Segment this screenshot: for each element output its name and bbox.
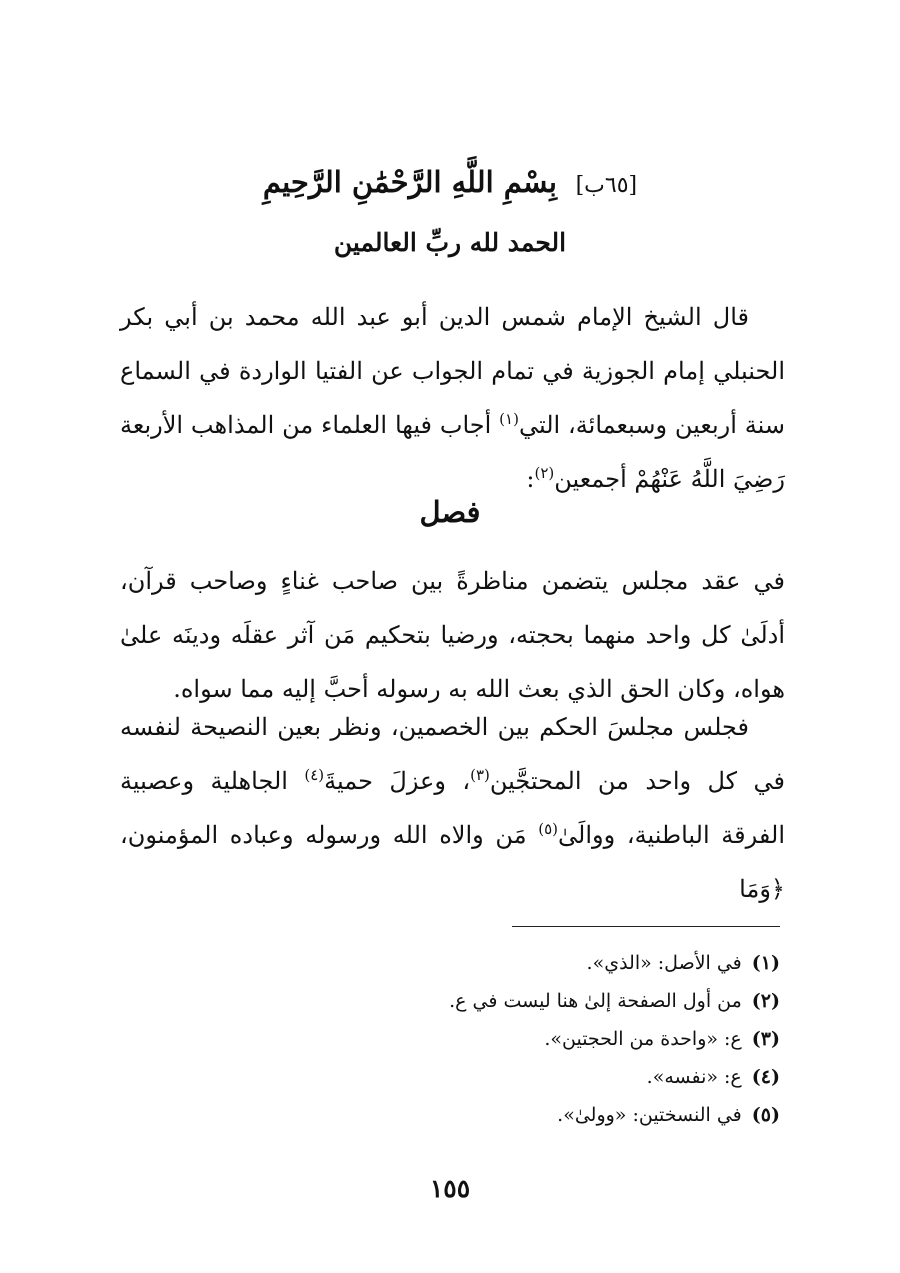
footnote-ref-3[interactable]: (٣) — [470, 766, 490, 784]
intro-paragraph — [120, 290, 785, 506]
footnote-item — [300, 1058, 780, 1096]
judge-text-1: فجلس مجلسَ الحكم بين الخصمين، ونظر بعين النصيحة لنفسه في كل واحد من المحتجَّين — [120, 713, 785, 795]
footnote-divider — [512, 926, 780, 927]
page-number: ١٥٥ — [429, 1174, 471, 1203]
folio-marker: [٦٥ب] — [575, 173, 638, 198]
basmala-text: بِسْمِ اللَّهِ الرَّحْمَٰنِ الرَّحِيمِ — [262, 165, 557, 199]
judge-text-3: الجاهلية وعصبية الفرقة الباطنية، ووالَىٰ — [120, 767, 785, 849]
footnote-ref-5[interactable]: (٥) — [538, 820, 559, 838]
footnote-text: ع: «نفسه». — [646, 1066, 742, 1088]
footnote-number: (٥) — [751, 1104, 780, 1126]
basmala-header — [200, 165, 700, 199]
intro-text-1: قال الشيخ الإمام شمس الدين أبو عبد الله محمد بن أبي بكر الحنبلي إمام الجوزية في تمام الجواب عن الفتيا الواردة في السماع سنة أربعين وسبعمائة، التي — [120, 303, 786, 439]
judge-paragraph — [120, 700, 785, 916]
footnote-ref-4[interactable]: (٤) — [304, 766, 325, 784]
footnote-item — [300, 944, 780, 982]
footnote-text: في الأصل: «الذي». — [586, 952, 742, 974]
judge-text-4: مَن والاه الله ورسوله وعباده المؤمنون، ﴿وَمَا — [120, 821, 785, 903]
fasl-paragraph: في عقد مجلس يتضمن مناظرةً بين صاحب غناءٍ وصاحب قرآن، أدلَىٰ كل واحد منهما بحجته، ورضيا بتحكيم مَن آثر عقلَه ودينَه علىٰ هواه، وكان الحق الذي بعث الله به رسوله أحبَّ إليه مما سواه. — [120, 567, 785, 703]
hamd-line: الحمد لله ربِّ العالمين — [333, 228, 567, 257]
judge-text-2: ، وعزلَ حميةَ — [324, 767, 471, 795]
footnote-number: (٤) — [751, 1066, 780, 1088]
footnote-item — [300, 1096, 780, 1134]
footnote-text: في النسختين: «وولىٰ». — [557, 1104, 742, 1126]
section-heading: فصل — [419, 495, 481, 529]
footnote-number: (٢) — [751, 990, 780, 1012]
footnotes-list — [300, 944, 780, 1134]
footnote-item — [300, 1020, 780, 1058]
footnote-ref-1[interactable]: (١) — [499, 410, 519, 428]
footnote-text: ع: «واحدة من الحجتين». — [544, 1028, 742, 1050]
intro-text-3: : — [526, 465, 535, 493]
intro-text-2: أجاب فيها العلماء من المذاهب الأربعة رَضِيَ اللَّهُ عَنْهُمْ أجمعين — [120, 411, 785, 493]
footnote-number: (١) — [751, 952, 780, 974]
footnote-ref-2[interactable]: (٢) — [534, 464, 555, 482]
footnote-item — [300, 982, 780, 1020]
footnote-text: من أول الصفحة إلىٰ هنا ليست في ع. — [449, 990, 742, 1012]
footnote-number: (٣) — [751, 1028, 780, 1050]
